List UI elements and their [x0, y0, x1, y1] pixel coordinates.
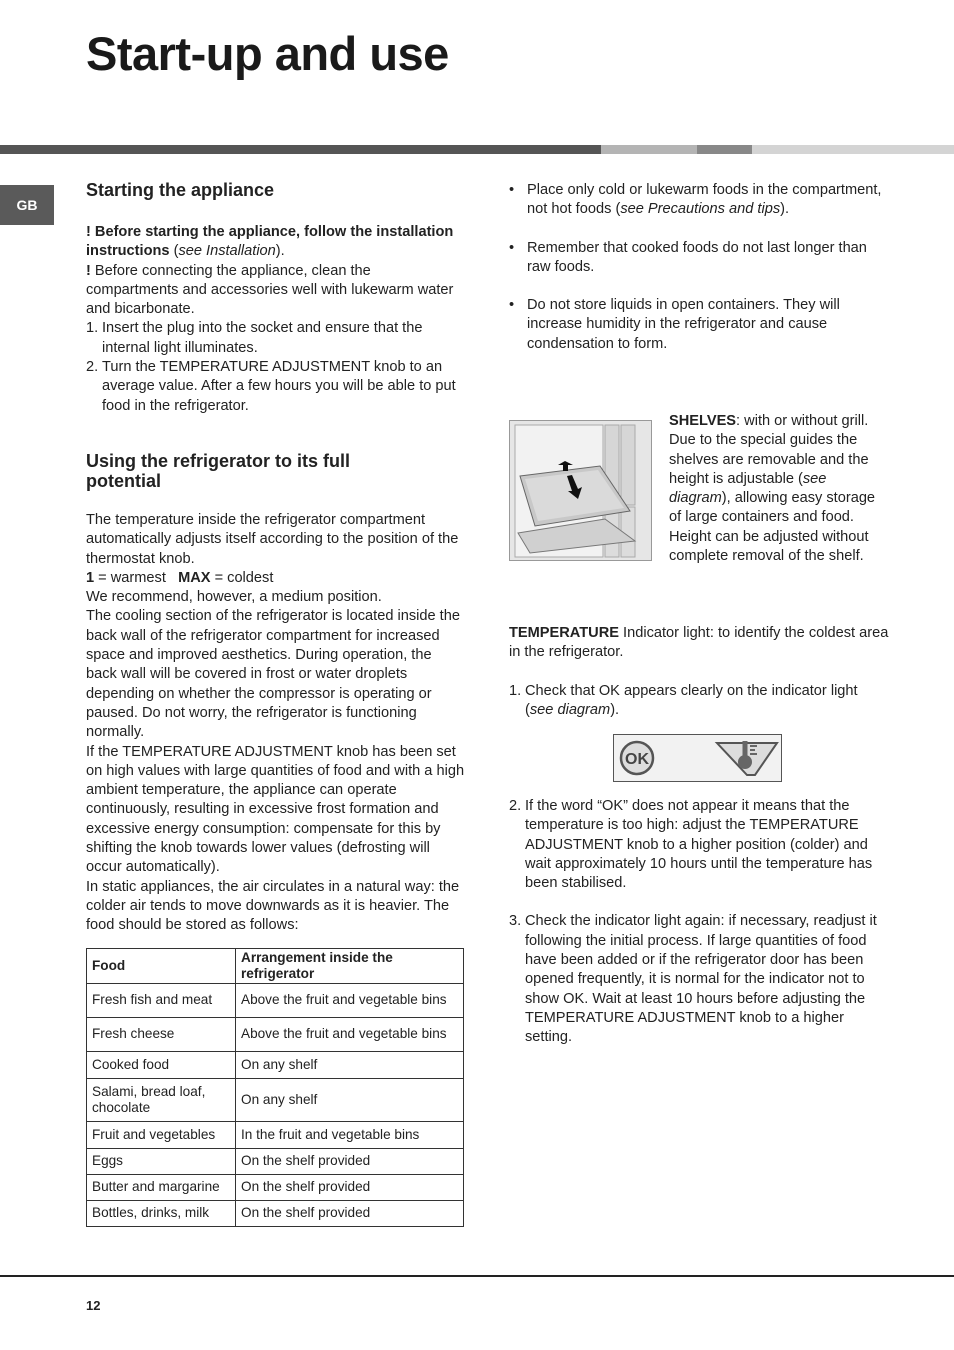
shelves-text: SHELVES: with or without grill. Due to the special guides the shelves are removable and the height is adjustable (see diagram), allowing easy storage of large containers and food. Height can be adjusted without complete removal of the shelf. — [669, 413, 876, 565]
left-column — [86, 180, 466, 936]
table-cell: Butter and margarine — [87, 1175, 236, 1201]
table-row — [87, 1201, 464, 1227]
table-cell: On the shelf provided — [236, 1201, 464, 1227]
table-row — [87, 1149, 464, 1175]
using-para-3: The cooling section of the refrigerator is located inside the back wall of the refrigerator compartment for increased space and improved aesthetics. During operation, the back wall will be covered in frost or water droplets depending on whether the compressor is operating or paused. Do not worry, the refrigerator is functioning normally. — [86, 608, 460, 741]
step-1: 1. Insert the plug into the socket and ensure that the internal light illuminates. — [86, 320, 423, 356]
page-number: 12 — [86, 1298, 101, 1313]
table-header-cell: Food — [87, 949, 236, 984]
table-cell: Above the fruit and vegetable bins — [236, 984, 464, 1018]
temp-step-2: 2. If the word “OK” does not appear it means that the temperature is too high: adjust the TEMPERATURE ADJUSTMENT knob to a higher position (colder) and wait approximately 10 hours until the temperature has been stabilised. — [509, 798, 873, 892]
table-row — [87, 984, 464, 1018]
header-band-light — [752, 145, 954, 154]
table-row — [87, 1175, 464, 1201]
header-band-dark — [0, 145, 601, 154]
ok-indicator-diagram — [613, 734, 782, 782]
using-para-2: We recommend, however, a medium position. — [86, 589, 382, 606]
footer-divider — [0, 1275, 954, 1277]
using-para-1: The temperature inside the refrigerator compartment automatically adjusts itself according to the position of the thermostat knob. — [86, 511, 459, 567]
ok-indicator-illustration — [614, 735, 781, 781]
table-cell: Salami, bread loaf, chocolate — [87, 1079, 236, 1122]
temperature-steps — [509, 797, 889, 1048]
ok-label: OK — [625, 751, 649, 768]
temperature-section — [509, 624, 889, 720]
table-cell: Eggs — [87, 1149, 236, 1175]
heading-using: Using the refrigerator to its full potential — [86, 450, 351, 491]
table-cell: Above the fruit and vegetable bins — [236, 1018, 464, 1052]
table-cell: On the shelf provided — [236, 1149, 464, 1175]
bullet-cooked-foods: • Remember that cooked foods do not last longer than raw foods. — [509, 239, 867, 275]
using-para-5: In static appliances, the air circulates in a natural way: the colder air tends to move downwards as it is heavier. The food should be stored as follows: — [86, 878, 460, 934]
knob-legend: 1 = warmest MAX = coldest — [86, 569, 274, 586]
table-cell: Fresh cheese — [87, 1018, 236, 1052]
table-row — [87, 1018, 464, 1052]
step-2: 2. Turn the TEMPERATURE ADJUSTMENT knob to an average value. After a few hours you will be able to put food in the refrigerator. — [86, 359, 456, 414]
food-storage-table — [86, 948, 464, 1227]
table-cell: In the fruit and vegetable bins — [236, 1122, 464, 1149]
table-cell: Fruit and vegetables — [87, 1122, 236, 1149]
bullet-liquids: • Do not store liquids in open containers. They will increase humidity in the refrigerator and cause condensation to form. — [509, 297, 840, 352]
page-title: Start-up and use — [86, 27, 449, 80]
right-bullets — [505, 181, 885, 354]
header-band-mid — [601, 145, 697, 154]
temperature-intro: TEMPERATURE Indicator light: to identify the coldest area in the refrigerator. — [509, 625, 889, 661]
table-cell: On any shelf — [236, 1079, 464, 1122]
table-cell: On the shelf provided — [236, 1175, 464, 1201]
header-band-mid2 — [697, 145, 752, 154]
bullet-hot-foods: • Place only cold or lukewarm foods in the compartment, not hot foods (see Precautions and tips). — [509, 182, 882, 218]
table-header — [87, 949, 464, 984]
language-tab: GB — [0, 185, 54, 225]
table-row — [87, 1052, 464, 1079]
temp-step-3: 3. Check the indicator light again: if necessary, readjust it following the initial process. If large quantities of food have been added or if the refrigerator door has been opened frequently, it is normal for the indicator not to show OK. Wait at least 10 hours before adjusting the TEMPERATURE ADJUSTMENT knob to a higher setting. — [509, 913, 877, 1046]
shelf-diagram — [509, 420, 652, 561]
table-row — [87, 1122, 464, 1149]
shelf-illustration — [510, 421, 651, 560]
heading-starting: Starting the appliance — [86, 180, 275, 200]
table-header-cell: Arrangement inside the refrigerator — [236, 949, 464, 984]
instruction-note: ! Before starting the appliance, follow the installation instructions (see Installation). — [86, 224, 454, 260]
table-cell: Cooked food — [87, 1052, 236, 1079]
table-row — [87, 1079, 464, 1122]
table-cell: On any shelf — [236, 1052, 464, 1079]
table-cell: Fresh fish and meat — [87, 984, 236, 1018]
table-cell: Bottles, drinks, milk — [87, 1201, 236, 1227]
clean-note: ! Before connecting the appliance, clean the compartments and accessories well with lukewarm water and bicarbonate. — [86, 262, 454, 318]
temp-step-1: 1. Check that OK appears clearly on the indicator light (see diagram). — [509, 682, 858, 718]
using-para-4: If the TEMPERATURE ADJUSTMENT knob has been set on high values with large quantities of food and with a high ambient temperature, the appliance can operate continuously, resulting in excessive frost formation and excessive energy consumption: compensate for this by shifting the knob towards lower values (defrosting will occur automatically). — [86, 743, 465, 876]
